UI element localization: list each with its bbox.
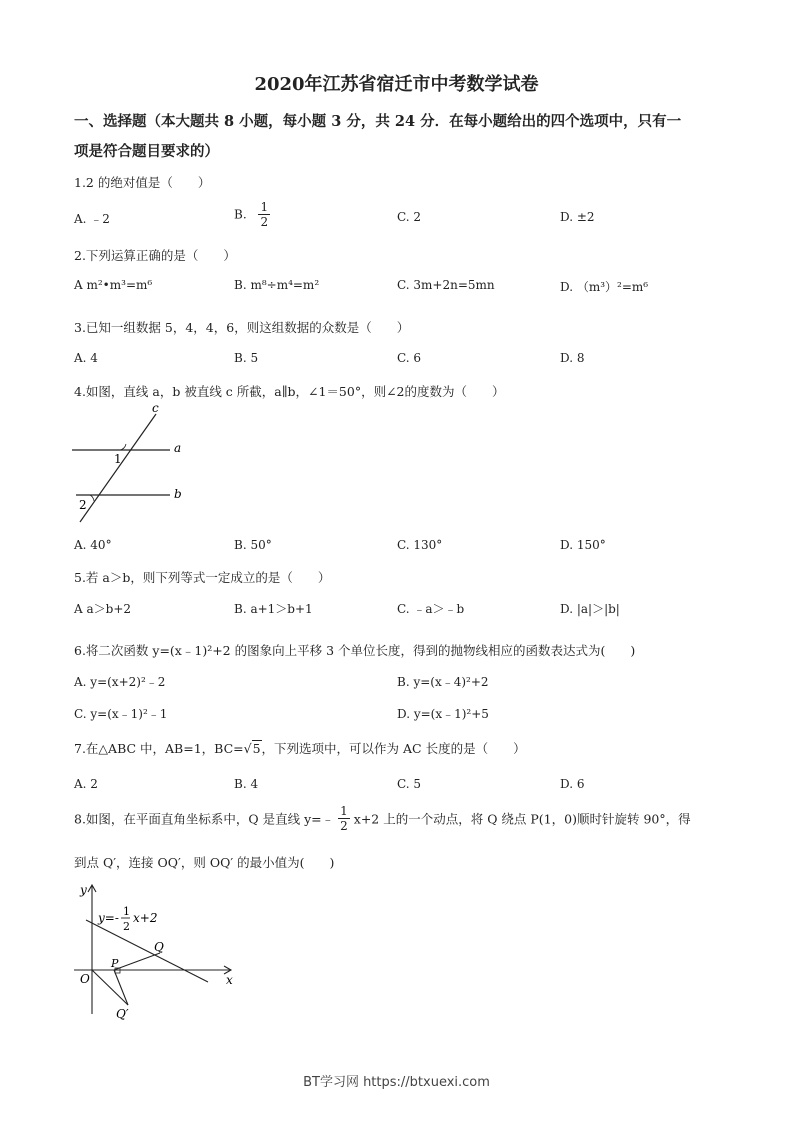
q4-label-a: a [174,441,182,455]
q1-option-c: C. 2 [397,210,422,224]
q6-option-c: C. y=(x﹣1)²﹣1 [74,707,168,721]
q6-option-d: D. y=(x﹣1)²+5 [397,707,489,721]
q8-label-y: y [80,883,87,897]
q4-line-c [80,414,156,522]
q8-eq-numerator: 1 [123,905,130,918]
q4-angle-1: 1 [114,452,122,466]
q4-option-a: A. 40° [74,538,112,552]
q7-radicand: 5 [252,741,261,756]
q7-text-pre: 7.在△ABC 中，AB=1，BC= [74,741,244,756]
question-7 [74,739,526,757]
question-8 [74,804,691,833]
q8-segment-pq2 [114,970,128,1005]
q8-eq-denominator: 2 [123,920,130,933]
q3-option-d: D. 8 [560,351,585,365]
question-6: 6.将二次函数 y=(x﹣1)²+2 的图象向上平移 3 个单位长度，得到的抛物线相应的函数表达式为( ) [74,643,636,658]
page-title: 2020年江苏省宿迁市中考数学试卷 [254,74,539,95]
q4-option-c: C. 130° [397,538,443,552]
q4-option-b: B. 50° [234,538,272,552]
q7-option-b: B. 4 [234,777,259,791]
q8-label-q-prime: Q′ [116,1007,129,1021]
q5-option-d: D. |a|＞|b| [560,602,620,616]
footer-watermark[interactable]: BT学习网 https://btxuexi.com [303,1075,490,1090]
q4-label-b: b [174,487,182,501]
q8-fraction [338,804,350,833]
q1-option-b [234,200,270,229]
q4-angle-2: 2 [79,498,87,512]
q4-angle-1-arc [120,444,126,450]
q6-option-b: B. y=(x﹣4)²+2 [397,675,489,689]
q8-text-post: x+2 上的一个动点，将 Q 绕点 P(1，0)顺时针旋转 90°，得 [353,811,691,827]
q3-option-b: B. 5 [234,351,259,365]
q8-label-q: Q [154,940,164,954]
question-8-line2: 到点 Q′，连接 OQ′，则 OQ′ 的最小值为( ) [74,855,335,870]
q5-option-c: C. ﹣a＞﹣b [397,602,465,616]
q1-b-numerator: 1 [260,200,269,214]
section-heading-line1: 一、选择题（本大题共 8 小题，每小题 3 分，共 24 分．在每小题给出的四个选项中，只有一 [74,113,682,130]
q8-segment-pq [114,953,160,970]
q4-option-d: D. 150° [560,538,606,552]
q4-figure [66,398,196,528]
q8-numerator: 1 [340,804,348,818]
q8-label-x: x [226,973,233,987]
q7-option-c: C. 5 [397,777,422,791]
q4-label-c: c [152,401,159,415]
question-4: 4.如图，直线 a，b 被直线 c 所截，a∥b，∠1＝50°，则∠2的度数为（ ） [74,384,505,399]
question-5: 5.若 a＞b，则下列等式一定成立的是（ ） [74,570,331,585]
q3-option-c: C. 6 [397,351,422,365]
q8-eq-post: x+2 [133,911,158,925]
q2-option-b: B. m⁸÷m⁴=m² [234,278,320,292]
q1-option-b-fraction [258,200,270,229]
section-heading-line2: 项是符合题目要求的） [74,143,219,160]
question-3: 3.已知一组数据 5，4，4，6，则这组数据的众数是（ ） [74,320,410,335]
q4-angle-2-arc [90,495,94,501]
question-1: 1.2 的绝对值是（ ） [74,175,211,190]
q8-figure [66,880,246,1025]
q8-segment-oq2 [92,970,128,1005]
q1-option-b-label: B. [234,207,247,222]
q2-option-a: A m²•m³=m⁶ [74,278,153,292]
q7-option-d: D. 6 [560,777,585,791]
q1-b-denominator: 2 [260,215,269,229]
q8-label-p: P [111,957,119,970]
q3-option-a: A. 4 [74,351,98,365]
q8-eq-pre: y=- [98,911,119,925]
q7-option-a: A. 2 [74,777,98,791]
q6-option-a: A. y=(x+2)²﹣2 [74,675,166,689]
q5-option-a: A a＞b+2 [74,602,132,616]
q2-option-c: C. 3m+2n=5mn [397,278,495,292]
q8-label-o: O [80,972,90,986]
q1-option-d: D. ±2 [560,210,595,224]
q8-line [86,920,208,982]
q7-sqrt: √5 [243,741,261,756]
q2-option-d: D. （m³）²=m⁶ [560,280,649,294]
q8-denominator: 2 [340,819,348,833]
q8-text-pre: 8.如图，在平面直角坐标系中，Q 是直线 y=﹣ [74,811,335,827]
q5-option-b: B. a+1＞b+1 [234,602,313,616]
q1-option-a: A. ﹣2 [74,212,110,226]
q7-text-post: ，下列选项中，可以作为 AC 长度的是（ ） [261,741,526,756]
question-2: 2.下列运算正确的是（ ） [74,248,236,263]
